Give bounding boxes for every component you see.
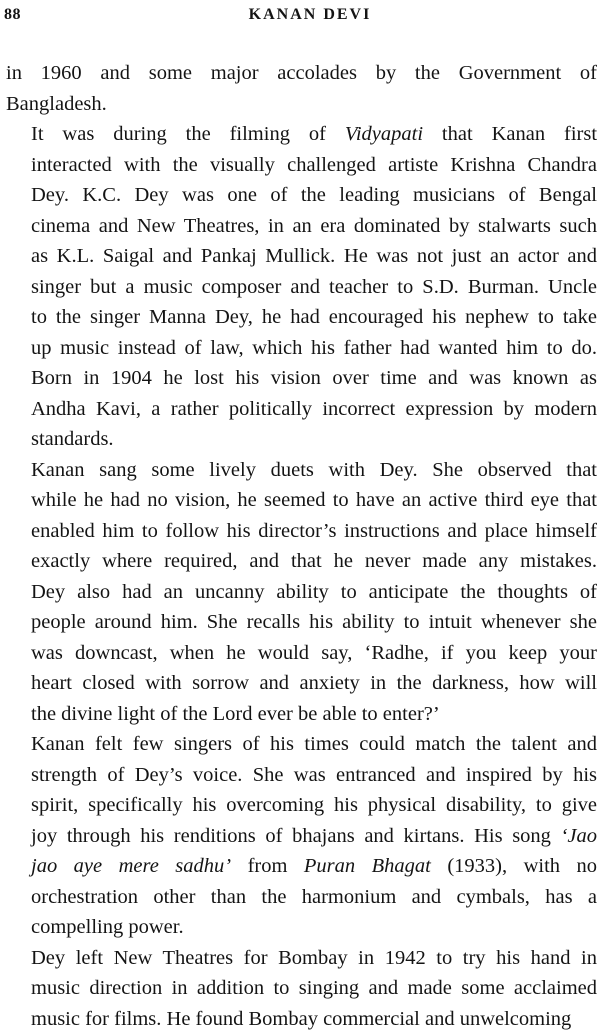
running-head <box>4 3 596 27</box>
italic-title: jao aye mere sadhu’ <box>31 855 231 877</box>
text-run: that Kanan first <box>423 123 597 145</box>
text-run: as K.L. Saigal and Pankaj Mullick. He was not just an actor and <box>31 245 597 267</box>
text-run: Dey left New Theatres for Bombay in 1942 to try his hand in <box>31 947 597 969</box>
paragraph <box>6 58 597 119</box>
text-line <box>6 1004 597 1034</box>
text-run: (1933), with no <box>431 855 597 877</box>
text-run: Kanan sang some lively duets with Dey. She observed that <box>31 459 597 481</box>
text-run: music for films. He found Bombay commercial and unwelcoming <box>31 1008 571 1030</box>
text-run: Andha Kavi, a rather politically incorrect expression by modern <box>31 398 597 420</box>
text-run: Bangladesh. <box>6 93 107 115</box>
text-line <box>6 851 597 882</box>
text-line <box>6 943 597 974</box>
text-run: in 1960 and some major accolades by the Government of <box>6 62 597 84</box>
italic-title: ‘Jao <box>561 825 597 847</box>
paragraph <box>6 119 597 455</box>
text-line <box>6 821 597 852</box>
text-line <box>6 790 597 821</box>
body-text <box>6 58 597 1034</box>
text-run: music direction in addition to singing and made some acclaimed <box>31 977 597 999</box>
text-run: compelling power. <box>31 916 184 938</box>
text-line <box>6 89 597 120</box>
text-line <box>6 455 597 486</box>
text-run: while he had no vision, he seemed to have an active third eye that <box>31 489 597 511</box>
text-run: interacted with the visually challenged artiste Krishna Chandra <box>31 154 597 176</box>
text-run: singer but a music composer and teacher to S.D. Burman. Uncle <box>31 276 597 298</box>
text-line <box>6 302 597 333</box>
text-run: strength of Dey’s voice. She was entranced and inspired by his <box>31 764 597 786</box>
text-line <box>6 241 597 272</box>
text-run: cinema and New Theatres, in an era dominated by stalwarts such <box>31 215 597 237</box>
text-run: Kanan felt few singers of his times could match the talent and <box>31 733 597 755</box>
text-run: people around him. She recalls his ability to intuit whenever she <box>31 611 597 633</box>
text-line <box>6 333 597 364</box>
text-line <box>6 58 597 89</box>
text-run: exactly where required, and that he never made any mistakes. <box>31 550 597 572</box>
running-title: KANAN DEVI <box>4 3 596 27</box>
italic-title: Puran Bhagat <box>304 855 431 877</box>
text-run: enabled him to follow his director’s instructions and place himself <box>31 520 597 542</box>
text-line <box>6 912 597 943</box>
italic-title: Vidyapati <box>345 123 423 145</box>
text-run: Dey also had an uncanny ability to anticipate the thoughts of <box>31 581 597 603</box>
text-run: spirit, specifically his overcoming his physical disability, to give <box>31 794 597 816</box>
text-line <box>6 180 597 211</box>
text-run: was downcast, when he would say, ‘Radhe, if you keep your <box>31 642 597 664</box>
text-line <box>6 211 597 242</box>
text-line <box>6 424 597 455</box>
text-line <box>6 729 597 760</box>
text-line <box>6 699 597 730</box>
text-line <box>6 973 597 1004</box>
page-number: 88 <box>4 3 21 27</box>
text-line <box>6 760 597 791</box>
text-line <box>6 119 597 150</box>
text-line <box>6 638 597 669</box>
paragraph <box>6 455 597 730</box>
text-line <box>6 150 597 181</box>
text-line <box>6 363 597 394</box>
text-line <box>6 546 597 577</box>
text-run: the divine light of the Lord ever be able to enter?’ <box>31 703 440 725</box>
text-line <box>6 272 597 303</box>
text-run: joy through his renditions of bhajans and kirtans. His song <box>31 825 561 847</box>
text-run: orchestration other than the harmonium and cymbals, has a <box>31 886 597 908</box>
paragraph <box>6 943 597 1034</box>
text-run: up music instead of law, which his father had wanted him to do. <box>31 337 597 359</box>
paragraph <box>6 729 597 943</box>
text-line <box>6 577 597 608</box>
text-run: standards. <box>31 428 114 450</box>
text-run: heart closed with sorrow and anxiety in the darkness, how will <box>31 672 597 694</box>
text-line <box>6 607 597 638</box>
text-run: Born in 1904 he lost his vision over time and was known as <box>31 367 597 389</box>
text-line <box>6 485 597 516</box>
text-line <box>6 668 597 699</box>
text-run: from <box>231 855 304 877</box>
text-run: Dey. K.C. Dey was one of the leading musicians of Bengal <box>31 184 597 206</box>
text-line <box>6 882 597 913</box>
text-line <box>6 516 597 547</box>
text-run: to the singer Manna Dey, he had encouraged his nephew to take <box>31 306 597 328</box>
text-line <box>6 394 597 425</box>
text-run: It was during the filming of <box>31 123 345 145</box>
